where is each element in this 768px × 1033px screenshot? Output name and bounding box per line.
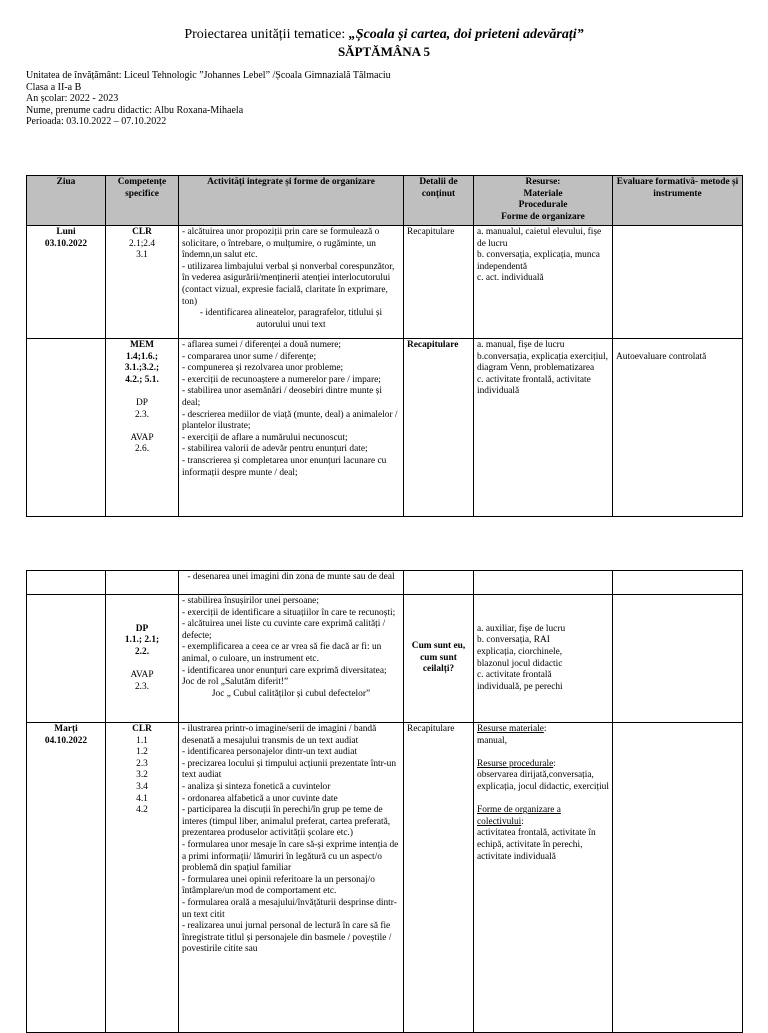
evaluation-cell [613,595,743,723]
col-header-activitati: Activități integrate și forme de organizare [179,176,404,226]
document-title [0,27,768,43]
meta-period: Perioada: 03.10.2022 – 07.10.2022 [26,116,167,128]
resources-cell [474,571,613,595]
content-details-cell: Recapitulare [404,339,474,517]
activities-cell: - ilustrarea printr-o imagine/serii de imagini / bandă desenată a mesajului transmis de un text audiat - identificarea personajelor dintr-un text audiat - precizarea locului și timpului acțiunii prezentate într-un text audiat - analiza și sinteza fonetică a cuvintelor - ordonarea alfabetică a unor cuvinte date - participarea la discuții în perechi/în grup pe teme de interes (timpul liber, animalul preferat, cartea preferată, prezentarea produselor activității școlare etc.) - formularea unor mesaje în care să-și exprime intenția de a primi informații/ lămuriri în legătură cu un aspect/o problemă din spațiul familiar - formularea unei opinii referitoare la un personaj/o întâmplare/un mod de comportament etc. - formularea orală a mesajului/învățăturii desprinse dintr-un text citit - realizarea unui jurnal personal de lectură în care să fie înregistrate titlul și personajele din basmele / poveștile / povestirile citite sau [179,723,404,1033]
title-prefix: Proiectarea unității tematice: [184,27,349,42]
meta-block [26,70,391,128]
competences-cell: CLR 2.1;2.4 3.1 [106,226,179,339]
week-subtitle: SĂPTĂMÂNA 5 [337,44,431,59]
table-header-row [27,176,743,226]
evaluation-cell [613,226,743,339]
activities-cell: - alcătuirea unor propoziții prin care se formulează o solicitare, o întrebare, o mulțumire, o rugăminte, un îndemn,un salut etc. - utilizarea limbajului verbal și nonverbal corespunzător, în vederea asigurării/menținerii atenției interlocutorului (contact vizual, expresie facială, claritate în exprimare, ton) - identificarea alineatelor, paragrafelor, titlului și autorului unui text [179,226,404,339]
resources-cell: a. manual, fișe de lucru b.conversația, explicația exercițiul, diagram Venn, problematizarea c. activitate frontală, activitate individuală [474,339,613,517]
competences-cell: DP 1.1.; 2.1; 2.2. AVAP 2.3. [106,595,179,723]
activities-cell: - aflarea sumei / diferenței a două numere; - compararea unor sume / diferențe; - compunerea și rezolvarea unor probleme; - exerciții de recunoaștere a numerelor pare / impare; - stabilirea unor asemănări / deosebiri dintre munte și deal; - descrierea mediilor de viață (munte, deal) a animalelor / plantelor ilustrate; - exerciții de aflare a numărului necunoscut; - stabilirea valorii de adevăr pentru enunțuri date; - transcrierea și completarea unor enunțuri lacunare cu informații despre munte / deal; [179,339,404,517]
day-cell: Luni 03.10.2022 [27,226,106,339]
res-forme-title: Forme de organizare a colectivului: [477,805,561,827]
table-row [27,571,743,595]
col-header-competente: Competențe specifice [106,176,179,226]
content-details-cell: Cum sunt eu, cum sunt ceilalți? [404,595,474,723]
planning-table-1 [26,175,743,517]
day-cell [27,339,106,517]
table-row [27,226,743,339]
planning-table-2 [26,570,743,1033]
activities-cell: - stabilirea însușirilor unei persoane; - exerciții de identificare a situațiilor în care te recunoști; - alcătuirea unei liste cu cuvinte care exprimă calități / defecte; - exemplificarea a ceea ce ar vrea să fie dacă ar fi: un animal, o culoare, un instrument etc. - identificarea unor enunțuri care exprimă diversitatea; Joc de rol „Salutăm diferit!” Joc „ Cubul calităților și cubul defectelor” [179,595,404,723]
col-header-detalii: Detalii de conținut [404,176,474,226]
col-header-resurse: Resurse: Materiale Procedurale Forme de organizare [474,176,613,226]
competences-cell: MEM 1.4;1.6.; 3.1.;3.2.; 4.2.; 5.1. DP 2.3. AVAP 2.6. [106,339,179,517]
day-cell: Marți 04.10.2022 [27,723,106,1033]
resources-cell: a. auxiliar, fișe de lucru b. conversația, RAI explicația, ciorchinele, blazonul jocul didactic c. activitate frontală individuală, pe perechi [474,595,613,723]
col-header-evaluare: Evaluare formativă- metode și instrumente [613,176,743,226]
table-row [27,595,743,723]
day-cell [27,595,106,723]
res-procedurale-title: Resurse procedurale: [477,758,556,769]
content-details-cell: Recapitulare [404,226,474,339]
title-theme: „Școala și cartea, doi prieteni adevărați” [348,27,584,42]
content-details-cell [404,571,474,595]
resources-cell: a. manualul, caietul elevului, fișe de lucru b. conversația, explicația, munca independentă c. act. individuală [474,226,613,339]
meta-teacher: Nume, prenume cadru didactic: Albu Roxana-Mihaela [26,104,244,116]
evaluation-cell [613,571,743,595]
evaluation-cell: Autoevaluare controlată [613,339,743,517]
competences-cell [106,571,179,595]
table-row [27,723,743,1033]
col-header-ziua: Ziua [27,176,106,226]
activities-cell: - desenarea unei imagini din zona de munte sau de deal [179,571,404,595]
meta-year: An școlar: 2022 - 2023 [26,93,119,105]
day-cell [27,571,106,595]
competences-cell: CLR 1.1 1.2 2.3 3.2 3.4 4.1 4.2 [106,723,179,1033]
resources-cell: Resurse materiale: manual, Resurse procedurale: observarea dirijată,conversația, explicația, jocul didactic, exercițiul Forme de organizare a colectivului: activitatea frontală, activitate în echipă, activitate în perechi, activitate individuală [474,723,613,1033]
meta-class: Clasa a II-a B [26,81,82,93]
content-details-cell: Recapitulare [404,723,474,1033]
res-materiale-title: Resurse materiale: [477,724,547,734]
meta-school: Unitatea de învățământ: Liceul Tehnologic ”Johannes Lebel” /Școala Gimnazială Tălmaciu [26,70,391,81]
table-row [27,339,743,517]
evaluation-cell [613,723,743,1033]
